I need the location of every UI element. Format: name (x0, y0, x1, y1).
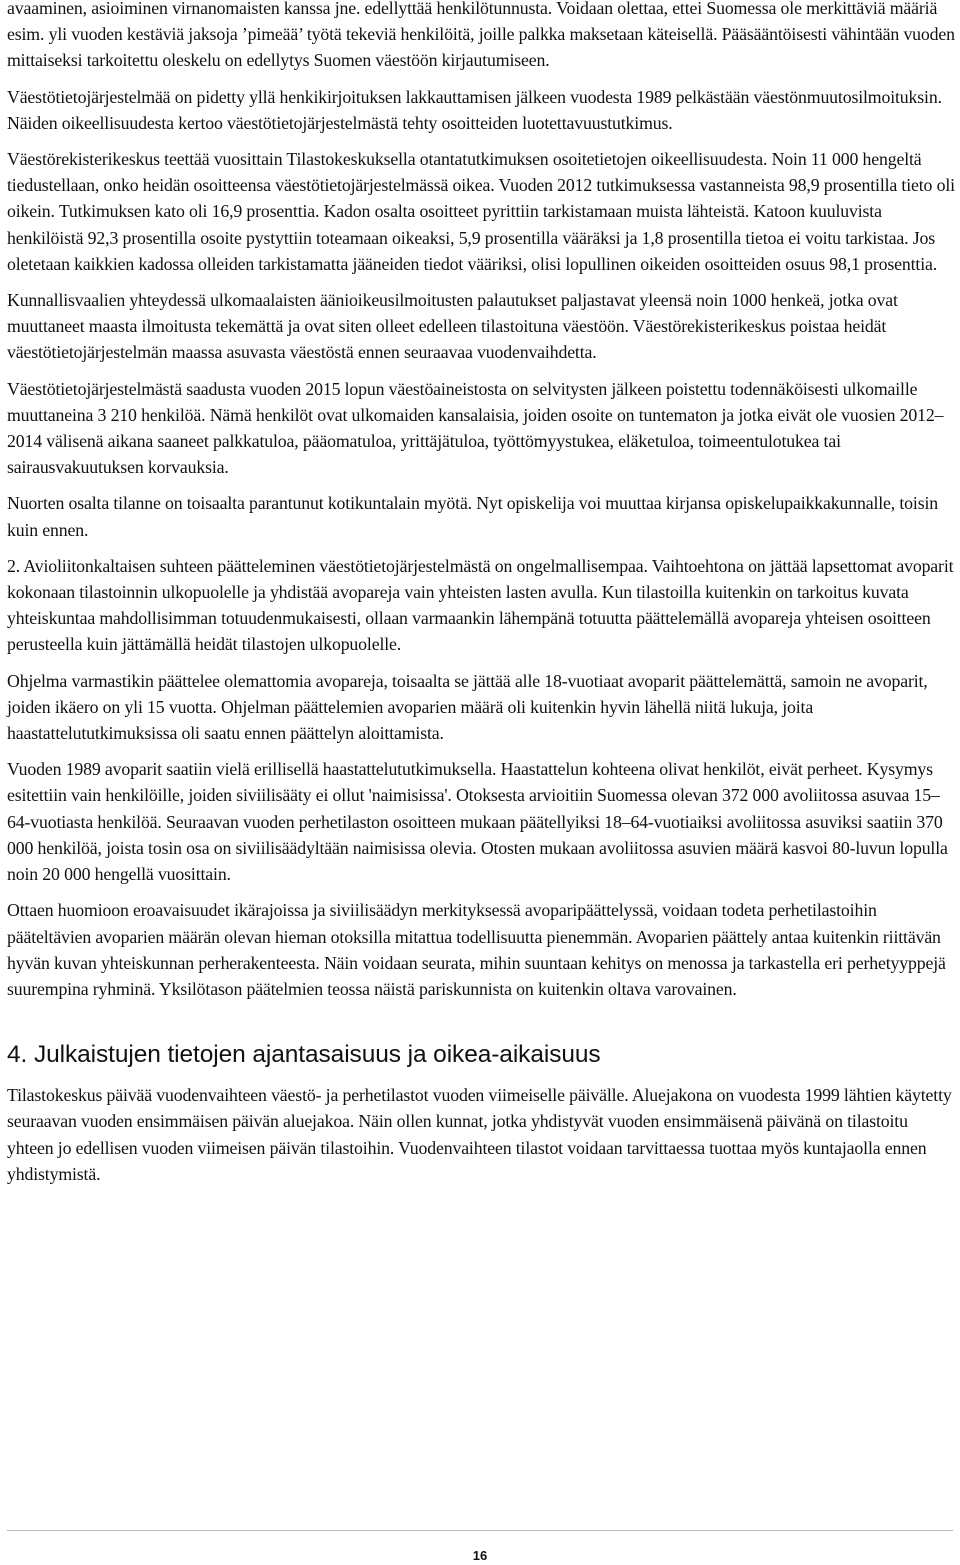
paragraph: Nuorten osalta tilanne on toisaalta parantunut kotikuntalain myötä. Nyt opiskelija voi muuttaa kirjansa opiskelupaikkakunnalle, toisin kuin ennen. (7, 493, 938, 540)
paragraph: Väestörekisterikeskus teettää vuosittain Tilastokeskuksella otantatutkimuksen osoitetietojen oikeellisuudesta. Noin 11 000 hengeltä tiedustellaan, onko heidän osoitteensa väestötietojärjestelmässä oikea. Vuoden 2012 tutkimuksessa vastanneista 98,9 prosentilla tieto oli oikein. Tutkimuksen kato oli 16,9 prosenttia. Kadon osalta osoitteet pyrittiin tarkistamaan muista lähteistä. Katoon kuuluvista henkilöistä 92,3 prosentilla osoite pystyttiin toteamaan oikeaksi, 5,9 prosentilla vääräksi ja 1,8 prosentilla tietoa ei voitu tarkistaa. Jos oletetaan kaikkien kadossa olleiden tarkistamatta jääneiden tiedot vääriksi, olisi lopullinen oikeiden osoitteiden osuus 98,1 prosenttia. (7, 149, 955, 274)
page-content (7, 0, 957, 1197)
paragraph: Väestötietojärjestelmää on pidetty yllä henkikirjoituksen lakkauttamisen jälkeen vuodesta 1989 pelkästään väestönmuutosilmoituksin. Näiden oikeellisuudesta kertoo väestötietojärjestelmästä tehty osoitteiden luotettavuustutkimus. (7, 86, 942, 133)
paragraph: Kunnallisvaalien yhteydessä ulkomaalaisten äänioikeusilmoitusten palautukset paljastavat yleensä noin 1000 henkeä, jotka ovat muuttaneet maasta ilmoitusta tekemättä ja ovat siten olleet edelleen tilastoituna väestöön. Väestörekisterikeskus poistaa heidät väestötietojärjestelmän maassa asuvasta väestöstä ennen seuraavaa vuodenvaihdetta. (7, 290, 898, 363)
paragraph: Ohjelma varmastikin päättelee olemattomia avopareja, toisaalta se jättää alle 18-vuotiaat avoparit päättelemättä, samoin ne avoparit, joiden ikäero on yli 15 vuotta. Ohjelman päättelemien avoparien määrä oli kuitenkin hyvin lähellä niitä lukuja, joita haastattelututkimuksissa oli saatu ennen päättelyn aloittamista. (7, 670, 928, 744)
page-number: 16 (472, 1548, 488, 1563)
section-heading: 4. Julkaistujen tietojen ajantasaisuus ja oikea-aikaisuus (7, 1041, 601, 1069)
paragraph: avaaminen, asioiminen virnanomaisten kanssa jne. edellyttää henkilötunnusta. Voidaan olettaa, ettei Suomessa ole merkittäviä määriä esim. yli vuoden kestäviä jaksoja ’pimeää’ työtä tekeviä henkilöitä, joille palkka maksetaan käteisellä. Pääsääntöisesti vähintään vuoden mittaiseksi tarkoitettu oleskelu on edellytys Suomen väestöön kirjautumiseen. (7, 0, 955, 71)
section-paragraph: Tilastokeskus päivää vuodenvaihteen väestö- ja perhetilastot vuoden viimeiselle päivälle. Aluejakona on vuodesta 1999 lähtien käytetty seuraavan vuoden ensimmäisen päivän aluejakoa. Näin ollen kunnat, jotka yhdistyvät vuoden ensimmäisenä päivänä on tilastoitu yhteen jo edellisen vuoden viimeisen päivän tilastoihin. Vuodenvaihteen tilastot voidaan tarvittaessa tuottaa myös kuntajaolla ennen yhdistymistä. (7, 1085, 952, 1184)
paragraph: Ottaen huomioon eroavaisuudet ikärajoissa ja siviilisäädyn merkityksessä avoparipäättelyssä, voidaan todeta perhetilastoihin pääteltävien avoparien määrän olevan hieman otoksilla mitattua todellisuutta pienemmän. Avoparien päättely antaa kuitenkin riittävän hyvän kuvan yhteiskunnan perherakenteesta. Näin voidaan seurata, mihin suuntaan kehitys on menossa ja tarkastella eri perhetyyppejä suurempina ryhminä. Yksilötason päätelmien teossa näistä pariskunnista on kuitenkin oltava varovainen. (7, 900, 946, 999)
footer-divider (7, 1530, 953, 1531)
paragraph: Vuoden 1989 avoparit saatiin vielä erillisellä haastattelututkimuksella. Haastattelun kohteena olivat henkilöt, eivät perheet. Kysymys esitettiin vain henkilöille, joiden siviilisääty ei ollut 'naimisissa'. Otoksesta arvioitiin Suomessa olevan 372 000 avoliitossa asuvaa 15–64-vuotiasta henkilöä. Seuraavan vuoden perhetilaston osoitteen mukaan päätellyiksi 18–64-vuotiaiksi avoliitossa asuviksi saatiin 370 000 henkilöä, joista tosin osa on siviilisäädyltään naimisissa olevia. Otosten mukaan avoliitossa asuvien määrä kasvoi 80-luvun lopulla noin 20 000 hengellä vuosittain. (7, 759, 948, 885)
paragraph: Väestötietojärjestelmästä saadusta vuoden 2015 lopun väestöaineistosta on selvitysten jälkeen poistettu todennäköisesti ulkomaille muuttaneina 3 210 henkilöä. Nämä henkilöt ovat ulkomaiden kansalaisia, joiden osoite on tuntematon ja jotka eivät ole vuosien 2012–2014 välisenä aikana saaneet palkkatuloa, pääomatuloa, yrittäjätuloa, työttömyystukea, eläketuloa, toimeentulotukea tai sairausvakuutuksen korvauksia. (7, 378, 944, 478)
paragraph: 2. Avioliitonkaltaisen suhteen päätteleminen väestötietojärjestelmästä on ongelmallisempaa. Vaihtoehtona on jättää lapsettomat avoparit kokonaan tilastoinnin ulkopuolelle ja yhdistää avopareja vain yhteisten lasten avulla. Kun tilastoilla kuitenkin on tarkoitus kuvata yhteiskuntaa mahdollisimman totuudenmukaisesti, ollaan varmaankin lähempänä totuutta päättelemällä avopareja yhteisen osoitteen perusteella kuin jättämällä heidät tilastojen ulkopuolelle. (7, 555, 954, 655)
